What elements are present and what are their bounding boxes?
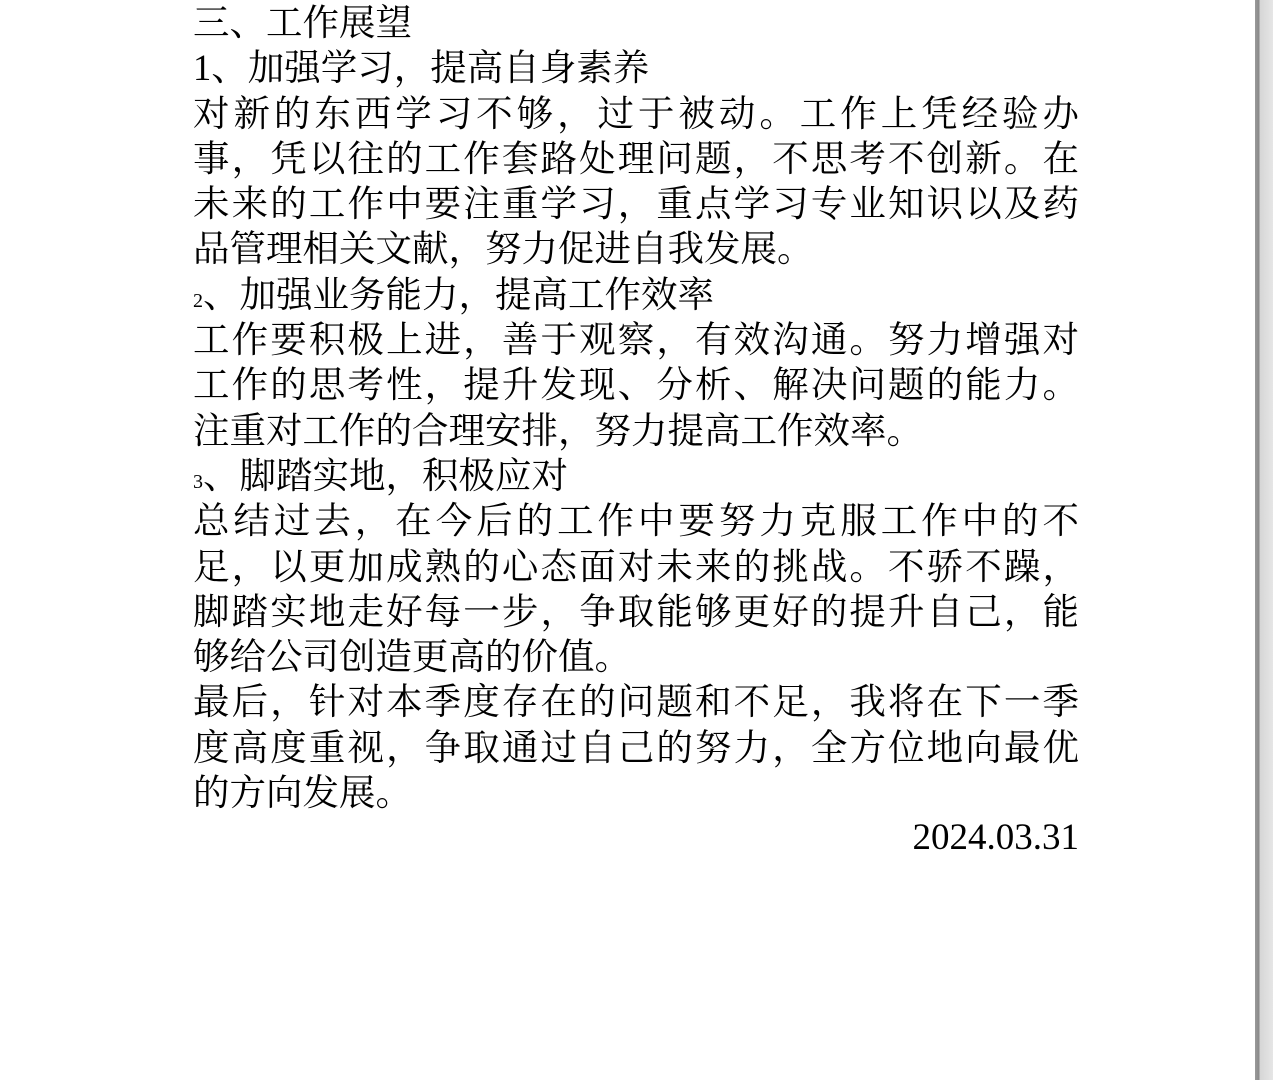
item1-heading (193, 45, 1079, 90)
document-body (193, 0, 1079, 861)
paragraph-line: 度高度重视，争取通过自己的努力，全方位地向最优 (193, 725, 1079, 769)
paragraph-line: 足，以更加成熟的心态面对未来的挑战。不骄不躁， (193, 544, 1079, 588)
paragraph-line: 事，凭以往的工作套路处理问题，不思考不创新。在 (193, 136, 1079, 180)
item1-title: 、加强学习，提高自身素养 (211, 46, 650, 90)
paragraph-line: 够给公司创造更高的价值。 (193, 635, 631, 679)
paragraph-line: 注重对工作的合理安排，努力提高工作效率。 (193, 408, 923, 452)
item2-title: 、加强业务能力，提高工作效率 (203, 272, 714, 316)
paragraph-line: 对新的东西学习不够，过于被动。工作上凭经验办 (193, 91, 1079, 135)
paragraph-line: 品管理相关文献，努力促进自我发展。 (193, 227, 814, 271)
paragraph-line: 总结过去，在今后的工作中要努力克服工作中的不 (193, 499, 1079, 543)
item3-number: 3 (193, 470, 203, 493)
paragraph-line: 工作的思考性，提升发现、分析、解决问题的能力。 (193, 363, 1079, 407)
paragraph-line: 未来的工作中要注重学习，重点学习专业知识以及药 (193, 182, 1079, 226)
paragraph-line: 脚踏实地走好每一步，争取能够更好的提升自己，能 (193, 589, 1079, 633)
item3-heading (193, 453, 1079, 498)
viewer-scrollbar[interactable] (1255, 0, 1273, 1080)
paragraph-line: 最后，针对本季度存在的问题和不足，我将在下一季 (193, 680, 1079, 724)
document-date: 2024.03.31 (912, 817, 1079, 859)
paragraph-line: 的方向发展。 (193, 771, 412, 815)
item1-number: 1 (193, 47, 212, 89)
item3-title: 、脚踏实地，积极应对 (203, 453, 568, 497)
item2-number: 2 (193, 289, 203, 312)
item2-heading (193, 272, 1079, 317)
paragraph-line: 工作要积极上进，善于观察，有效沟通。努力增强对 (193, 318, 1079, 362)
section-heading: 三、工作展望 (193, 1, 412, 44)
